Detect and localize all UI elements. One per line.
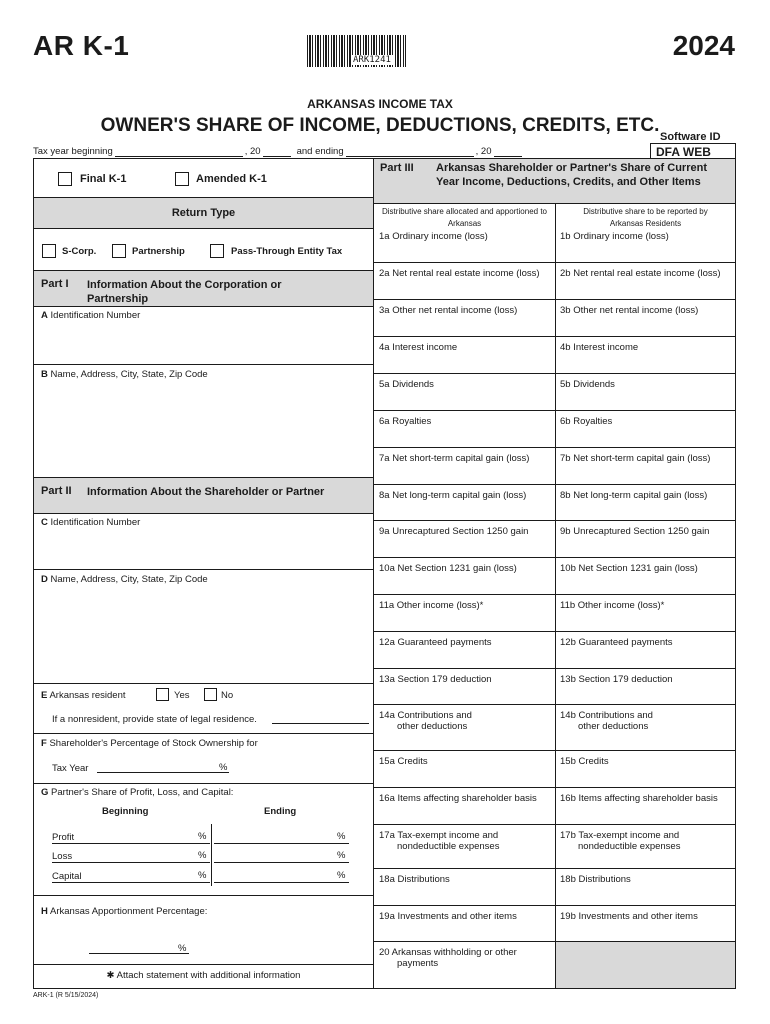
line-7a-label: 7a Net short-term capital gain (loss) bbox=[379, 453, 530, 464]
divider bbox=[33, 364, 373, 365]
part1-title: Information About the Corporation or Partnership bbox=[87, 279, 282, 305]
field-h-text: Arkansas Apportionment Percentage: bbox=[50, 906, 208, 917]
divider bbox=[33, 513, 373, 514]
passthrough-checkbox[interactable] bbox=[210, 244, 224, 258]
line-4b-label: 4b Interest income bbox=[560, 342, 639, 353]
agency-title: ARKANSAS INCOME TAX bbox=[307, 97, 453, 111]
field-e-label bbox=[41, 690, 126, 701]
divider bbox=[33, 964, 373, 965]
attach-note: ✱ Attach statement with additional information bbox=[106, 970, 301, 981]
tax-year-beginning-label: Tax year beginning bbox=[33, 146, 113, 157]
line-18a-label: 18a Distributions bbox=[379, 874, 450, 885]
line-11a-label: 11a Other income (loss)* bbox=[379, 600, 484, 611]
profit-label: Profit bbox=[52, 832, 75, 843]
field-c-letter: C bbox=[41, 517, 48, 528]
field-g-text: Partner's Share of Profit, Loss, and Capital: bbox=[51, 787, 234, 798]
loss-begin-pct: % bbox=[198, 850, 207, 861]
tax-year-mid-label: , 20 bbox=[244, 146, 261, 157]
line-2b-label: 2b Net rental real estate income (loss) bbox=[560, 268, 721, 279]
scorp-label: S-Corp. bbox=[62, 246, 97, 257]
field-d-input[interactable] bbox=[34, 586, 373, 683]
tax-year-label: Tax Year bbox=[52, 763, 89, 774]
form-code: ARK-1 (R 5/15/2024) bbox=[33, 992, 99, 999]
resident-yes-label: Yes bbox=[174, 690, 190, 701]
line-9a-label: 9a Unrecaptured Section 1250 gain bbox=[379, 526, 529, 537]
amended-k1-label: Amended K-1 bbox=[196, 173, 267, 185]
part1-label: Part I bbox=[41, 278, 69, 290]
g-beginning-header: Beginning bbox=[102, 806, 149, 817]
loss-end-field[interactable] bbox=[214, 862, 349, 863]
line-7b-label: 7b Net short-term capital gain (loss) bbox=[560, 453, 711, 464]
line-16a-label: 16a Items affecting shareholder basis bbox=[379, 793, 537, 804]
return-type-header bbox=[34, 198, 373, 228]
loss-label: Loss bbox=[52, 851, 73, 862]
profit-begin-field[interactable] bbox=[52, 843, 210, 844]
divider bbox=[33, 569, 373, 570]
line-6b-label: 6b Royalties bbox=[560, 416, 613, 427]
final-k1-label: Final K-1 bbox=[80, 173, 127, 185]
line-20b-shaded bbox=[556, 942, 735, 988]
divider bbox=[211, 824, 212, 886]
nonresident-label: If a nonresident, provide state of legal residence. bbox=[52, 714, 257, 725]
amended-k1-checkbox[interactable] bbox=[175, 172, 189, 186]
field-d-text: Name, Address, City, State, Zip Code bbox=[50, 574, 208, 585]
divider bbox=[33, 228, 373, 229]
tax-year-ending-label: and ending bbox=[296, 146, 344, 157]
line-9b-label: 9b Unrecaptured Section 1250 gain bbox=[560, 526, 710, 537]
form-id: AR K-1 bbox=[33, 30, 130, 61]
final-k1-checkbox[interactable] bbox=[58, 172, 72, 186]
tax-year-ending-field[interactable] bbox=[346, 148, 474, 157]
line-17a-label: 17a Tax-exempt income and bbox=[379, 830, 499, 841]
part2-title: Information About the Shareholder or Partner bbox=[87, 486, 325, 498]
profit-end-pct: % bbox=[337, 831, 346, 842]
line-17a-label-cont: nondeductible expenses bbox=[397, 841, 500, 852]
line-15b-label: 15b Credits bbox=[560, 756, 609, 767]
center-divider bbox=[373, 158, 374, 989]
line-14b-label-cont: other deductions bbox=[578, 721, 649, 732]
line-8b-label: 8b Net long-term capital gain (loss) bbox=[560, 490, 708, 501]
capital-end-field[interactable] bbox=[214, 882, 349, 883]
line-15a-label: 15a Credits bbox=[379, 756, 428, 767]
divider bbox=[33, 895, 373, 896]
field-a-letter: A bbox=[41, 310, 48, 321]
line-1a-label: 1a Ordinary income (loss) bbox=[379, 231, 488, 242]
tax-year-begin-yy-field[interactable] bbox=[263, 148, 291, 157]
capital-label: Capital bbox=[52, 871, 82, 882]
passthrough-label: Pass-Through Entity Tax bbox=[231, 246, 343, 257]
field-a-input[interactable] bbox=[34, 322, 373, 364]
line-3a-label: 3a Other net rental income (loss) bbox=[379, 305, 518, 316]
nonresident-state-field[interactable] bbox=[272, 723, 369, 724]
field-f-label bbox=[41, 738, 258, 749]
partnership-checkbox[interactable] bbox=[112, 244, 126, 258]
g-ending-header: Ending bbox=[264, 806, 297, 817]
loss-end-pct: % bbox=[337, 850, 346, 861]
resident-yes-checkbox[interactable] bbox=[156, 688, 169, 701]
line-12a-label: 12a Guaranteed payments bbox=[379, 637, 492, 648]
field-f-text: Shareholder's Percentage of Stock Ownership for bbox=[49, 738, 258, 749]
stock-ownership-field[interactable] bbox=[97, 772, 229, 773]
line-13a-label: 13a Section 179 deduction bbox=[379, 674, 492, 685]
line-17b-label: 17b Tax-exempt income and bbox=[560, 830, 680, 841]
divider bbox=[33, 783, 373, 784]
field-h-label bbox=[41, 906, 207, 917]
field-d-label bbox=[41, 574, 208, 585]
barcode-text: ARK1241 bbox=[353, 55, 391, 65]
profit-begin-pct: % bbox=[198, 831, 207, 842]
line-1b-label: 1b Ordinary income (loss) bbox=[560, 231, 669, 242]
field-g-letter: G bbox=[41, 787, 49, 798]
partnership-label: Partnership bbox=[132, 246, 185, 257]
line-13b-label: 13b Section 179 deduction bbox=[560, 674, 673, 685]
field-c-text: Identification Number bbox=[50, 517, 141, 528]
field-h-letter: H bbox=[41, 906, 48, 917]
field-c-label bbox=[41, 517, 140, 528]
line-14b-label: 14b Contributions and bbox=[560, 710, 653, 721]
part3-title: Arkansas Shareholder or Partner's Share of Current Year Income, Deductions, Credits, and Other Items bbox=[436, 162, 707, 188]
apportionment-pct: % bbox=[178, 943, 187, 954]
software-id-label: Software ID bbox=[660, 131, 721, 143]
line-8a-label: 8a Net long-term capital gain (loss) bbox=[379, 490, 527, 501]
stock-ownership-pct: % bbox=[219, 762, 228, 773]
resident-no-checkbox[interactable] bbox=[204, 688, 217, 701]
line-20a-label: 20 Arkansas withholding or other bbox=[379, 947, 517, 958]
line-19a-label: 19a Investments and other items bbox=[379, 911, 517, 922]
form-title: OWNER'S SHARE OF INCOME, DEDUCTIONS, CREDITS, ETC. bbox=[100, 115, 660, 136]
apportionment-field[interactable] bbox=[89, 953, 189, 954]
field-d-letter: D bbox=[41, 574, 48, 585]
divider bbox=[33, 733, 373, 734]
field-e-text: Arkansas resident bbox=[49, 690, 126, 701]
field-b-text: Name, Address, City, State, Zip Code bbox=[50, 369, 208, 380]
form-year: 2024 bbox=[672, 30, 735, 61]
line-12b-label: 12b Guaranteed payments bbox=[560, 637, 673, 648]
line-20a-label-cont: payments bbox=[397, 958, 439, 969]
field-f-letter: F bbox=[41, 738, 47, 749]
field-a-label bbox=[41, 310, 140, 321]
field-a-text: Identification Number bbox=[50, 310, 141, 321]
part2-label: Part II bbox=[41, 485, 72, 497]
col-a-header: Distributive share allocated and apportioned to Arkansas bbox=[382, 207, 547, 228]
capital-begin-pct: % bbox=[198, 870, 207, 881]
field-b-letter: B bbox=[41, 369, 48, 380]
line-14a-label-cont: other deductions bbox=[397, 721, 468, 732]
tax-year-row bbox=[33, 146, 524, 157]
loss-begin-field[interactable] bbox=[52, 862, 210, 863]
profit-end-field[interactable] bbox=[214, 843, 349, 844]
line-5b-label: 5b Dividends bbox=[560, 379, 615, 390]
line-2a-label: 2a Net rental real estate income (loss) bbox=[379, 268, 540, 279]
line-10a-label: 10a Net Section 1231 gain (loss) bbox=[379, 563, 517, 574]
col-b-header: Distributive share to be reported by Arkansas Residents bbox=[583, 207, 708, 228]
line-5a-label: 5a Dividends bbox=[379, 379, 434, 390]
field-c-input[interactable] bbox=[34, 529, 373, 569]
line-14a-label: 14a Contributions and bbox=[379, 710, 472, 721]
line-19b-label: 19b Investments and other items bbox=[560, 911, 698, 922]
part3-label: Part III bbox=[380, 162, 414, 174]
tax-year-end-mid-label: , 20 bbox=[475, 146, 492, 157]
scorp-checkbox[interactable] bbox=[42, 244, 56, 258]
line-10b-label: 10b Net Section 1231 gain (loss) bbox=[560, 563, 698, 574]
field-b-input[interactable] bbox=[34, 381, 373, 477]
line-17b-label-cont: nondeductible expenses bbox=[578, 841, 681, 852]
field-e-letter: E bbox=[41, 690, 48, 701]
field-g-label bbox=[41, 787, 233, 798]
line-3b-label: 3b Other net rental income (loss) bbox=[560, 305, 699, 316]
software-id-value: DFA WEB bbox=[650, 143, 736, 160]
capital-end-pct: % bbox=[337, 870, 346, 881]
capital-begin-field[interactable] bbox=[52, 882, 210, 883]
line-6a-label: 6a Royalties bbox=[379, 416, 432, 427]
resident-no-label: No bbox=[221, 690, 234, 701]
line-4a-label: 4a Interest income bbox=[379, 342, 458, 353]
tax-year-beginning-field[interactable] bbox=[115, 148, 243, 157]
line-16b-label: 16b Items affecting shareholder basis bbox=[560, 793, 718, 804]
divider bbox=[33, 306, 373, 307]
field-b-label bbox=[41, 369, 208, 380]
tax-year-end-yy-field[interactable] bbox=[494, 148, 522, 157]
divider bbox=[33, 683, 373, 684]
line-18b-label: 18b Distributions bbox=[560, 874, 631, 885]
line-11b-label: 11b Other income (loss)* bbox=[560, 600, 665, 611]
return-type-label: Return Type bbox=[171, 207, 236, 219]
